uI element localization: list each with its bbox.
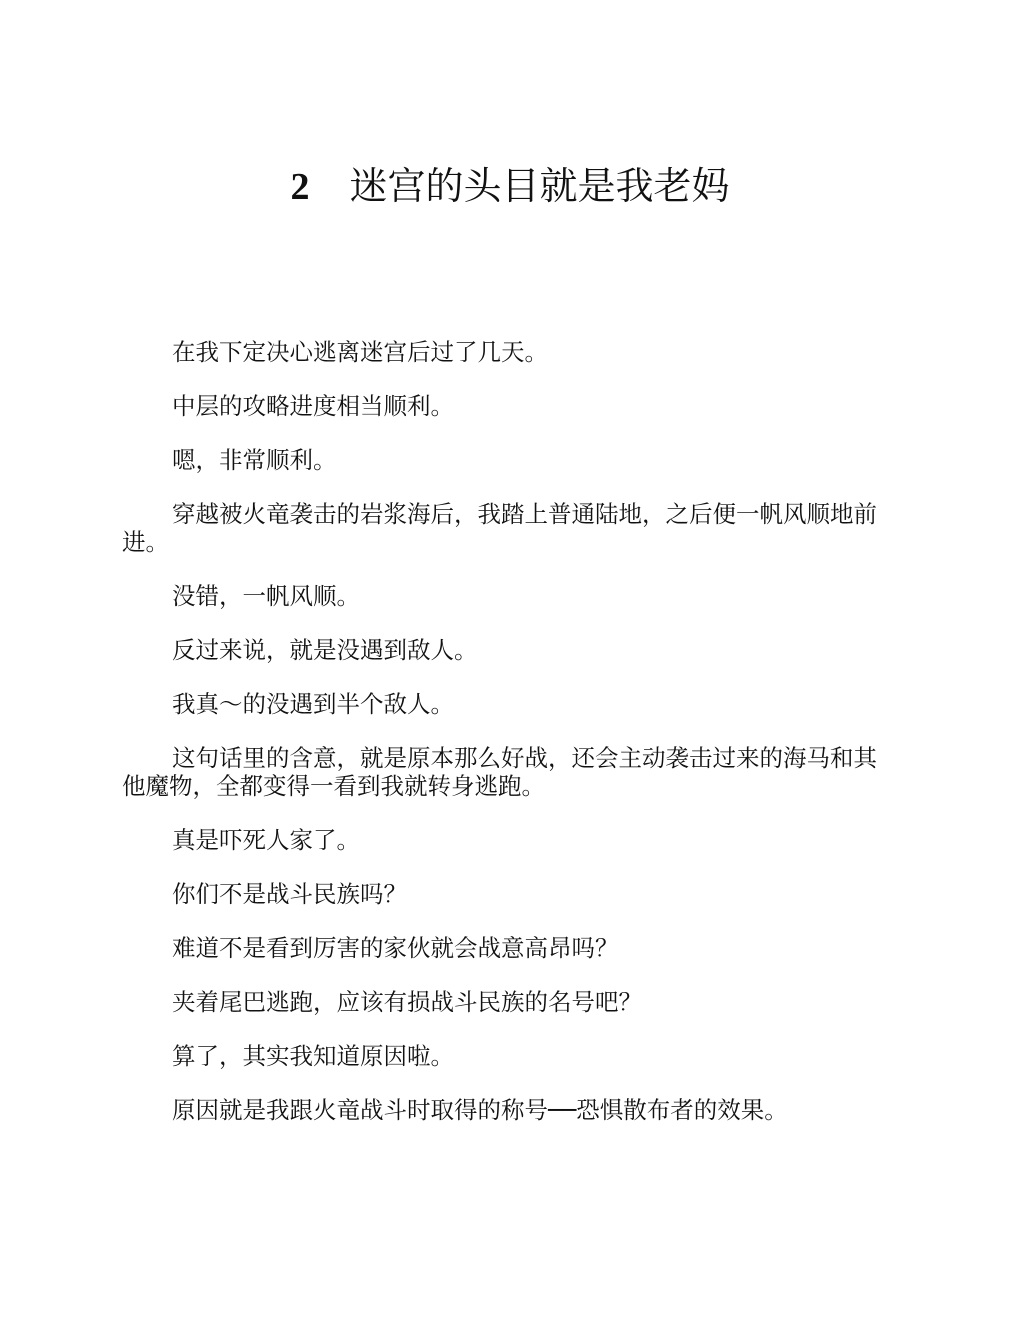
paragraph: 难道不是看到厉害的家伙就会战意高昂吗？ bbox=[172, 934, 619, 962]
paragraph: 你们不是战斗民族吗？ bbox=[172, 880, 407, 908]
paragraph: 夹着尾巴逃跑，应该有损战斗民族的名号吧？ bbox=[172, 988, 642, 1016]
paragraph: 原因就是我跟火竜战斗时取得的称号──恐惧散布者的效果。 bbox=[172, 1096, 788, 1124]
paragraph: 这句话里的含意，就是原本那么好战，还会主动袭击过来的海马和其他魔物，全都变得一看到我就转身逃跑。 bbox=[122, 744, 877, 800]
paragraph: 嗯，非常顺利。 bbox=[172, 446, 337, 474]
paragraph: 算了，其实我知道原因啦。 bbox=[172, 1042, 454, 1070]
paragraph: 没错，一帆风顺。 bbox=[172, 582, 360, 610]
chapter-title: 迷宫的头目就是我老妈 bbox=[349, 164, 730, 208]
paragraph: 真是吓死人家了。 bbox=[172, 826, 360, 854]
paragraph: 在我下定决心逃离迷宫后过了几天。 bbox=[172, 338, 548, 366]
chapter-heading bbox=[0, 163, 1020, 210]
chapter-number: 2 bbox=[290, 166, 310, 208]
paragraph: 中层的攻略进度相当顺利。 bbox=[172, 392, 454, 420]
paragraph: 我真～的没遇到半个敌人。 bbox=[172, 690, 454, 718]
paragraph: 反过来说，就是没遇到敌人。 bbox=[172, 636, 478, 664]
paragraph: 穿越被火竜袭击的岩浆海后，我踏上普通陆地，之后便一帆风顺地前进。 bbox=[122, 500, 877, 556]
chapter-body bbox=[122, 338, 898, 1150]
